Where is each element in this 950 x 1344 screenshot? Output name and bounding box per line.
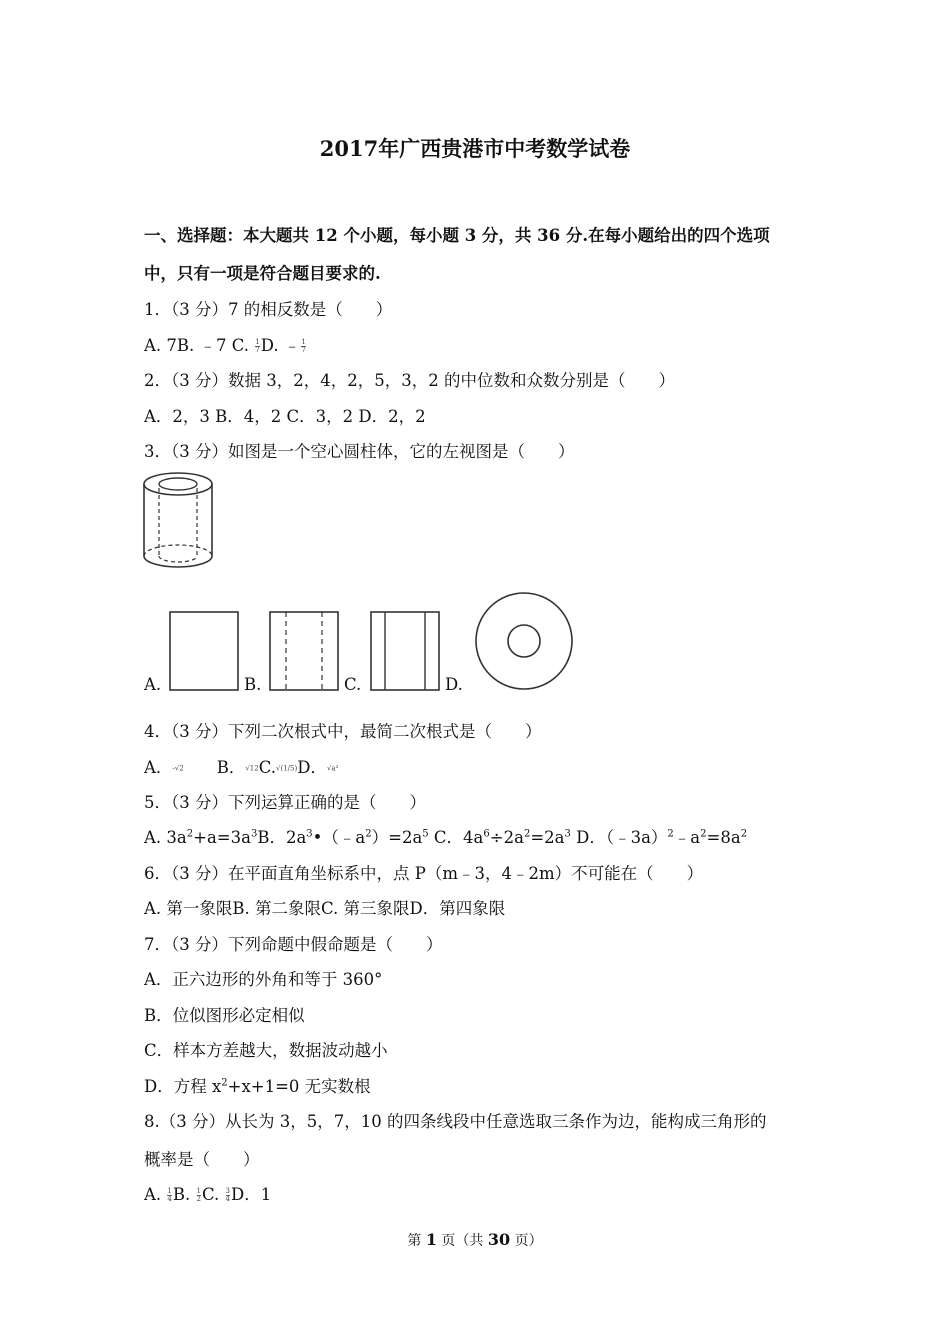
question-4-stem: 4．（3 分）下列二次根式中，最简二次根式是（ ） xyxy=(144,722,542,741)
question-1-options xyxy=(144,332,307,356)
question-1-stem: 1．（3 分）7 的相反数是（ ） xyxy=(144,300,393,319)
section-heading-line1: 一、选择题：本大题共 12 个小题，每小题 3 分，共 36 分.在每小题给出的四个选项 xyxy=(144,226,770,245)
question-6-stem: 6．（3 分）在平面直角坐标系中，点 P（m﹣3，4﹣2m）不可能在（ ） xyxy=(144,864,704,883)
q3-option-c-solid-rect xyxy=(369,610,443,692)
q3-label-d: D. xyxy=(445,675,463,694)
total-pages: 30 xyxy=(487,1230,511,1249)
question-7-option-c: C．样本方差越大，数据波动越小 xyxy=(144,1041,388,1060)
current-page-number: 1 xyxy=(425,1230,437,1249)
question-6-options: A. 第一象限B. 第二象限C. 第三象限D．第四象限 xyxy=(144,899,506,918)
q1-fraction-c: $\frac{1}{7}$ xyxy=(255,338,260,354)
q1-option-ab: A. 7B. ﹣7 C. xyxy=(144,336,255,355)
question-7-option-b: B．位似图形必定相似 xyxy=(144,1006,305,1025)
question-2-options: A．2，3 B．4，2 C．3，2 D．2，2 xyxy=(144,407,426,426)
hollow-cylinder-figure xyxy=(140,468,220,572)
q3-option-b-dashed-rect xyxy=(268,610,342,692)
q8-fraction-b: $\frac{1}{2}$ xyxy=(196,1187,201,1203)
question-3-stem: 3．（3 分）如图是一个空心圆柱体，它的左视图是（ ） xyxy=(144,442,575,461)
q3-option-d-ring xyxy=(472,590,578,694)
q3-label-c: C. xyxy=(344,675,362,694)
q3-label-b: B. xyxy=(244,675,262,694)
q3-label-a: A. xyxy=(144,675,162,694)
q4-radical-a: -√2 xyxy=(172,764,184,773)
q4-radical-b: √12 xyxy=(245,764,259,773)
q3-option-a-square xyxy=(168,610,242,692)
question-8-stem-line2: 概率是（ ） xyxy=(144,1150,260,1169)
page-title: 2017年广西贵港市中考数学试卷 xyxy=(319,136,631,161)
section-heading-line2: 中，只有一项是符合题目要求的. xyxy=(144,264,381,283)
q1-option-d: D. ﹣ xyxy=(260,336,301,355)
q8-fraction-a: $\frac{1}{4}$ xyxy=(167,1187,172,1203)
question-8-stem-line1: 8.（3 分）从长为 3，5，7，10 的四条线段中任意选取三条作为边，能构成三角形的 xyxy=(144,1112,767,1131)
question-4-options: A．-√2 B．√12C.√(1/5)D．√a² xyxy=(144,758,339,777)
q4-radical-d: √a² xyxy=(326,764,339,773)
question-7-option-d: D．方程 $x^2+x+1=0$ 无实数根 xyxy=(144,1077,371,1096)
question-2-stem: 2．（3 分）数据 3，2，4，2，5，3，2 的中位数和众数分别是（ ） xyxy=(144,371,675,390)
question-5-options: A. $3a^2+a=3a^3B$．$2a^3•(﹣a^2)=2a^5$ C．$4a^6\div 2a^2=2a^3$ D．$(﹣3a)^2﹣a^2=8a^2$ xyxy=(144,828,748,847)
question-8-options: A. $\frac{1}{4}$ B. $\frac{1}{2}$ C. $\frac{3}{4}$ D．1 xyxy=(144,1185,272,1204)
q4-radical-c: √(1/5) xyxy=(276,764,298,773)
question-7-stem: 7．（3 分）下列命题中假命题是（ ） xyxy=(144,935,443,954)
page-footer: 第 1 页（共 30 页） xyxy=(407,1230,543,1249)
question-7-option-a: A．正六边形的外角和等于 360° xyxy=(144,970,383,989)
q1-fraction-d: $\frac{1}{7}$ xyxy=(301,338,306,354)
q8-fraction-c: $\frac{3}{4}$ xyxy=(225,1187,230,1203)
question-5-stem: 5．（3 分）下列运算正确的是（ ） xyxy=(144,793,426,812)
